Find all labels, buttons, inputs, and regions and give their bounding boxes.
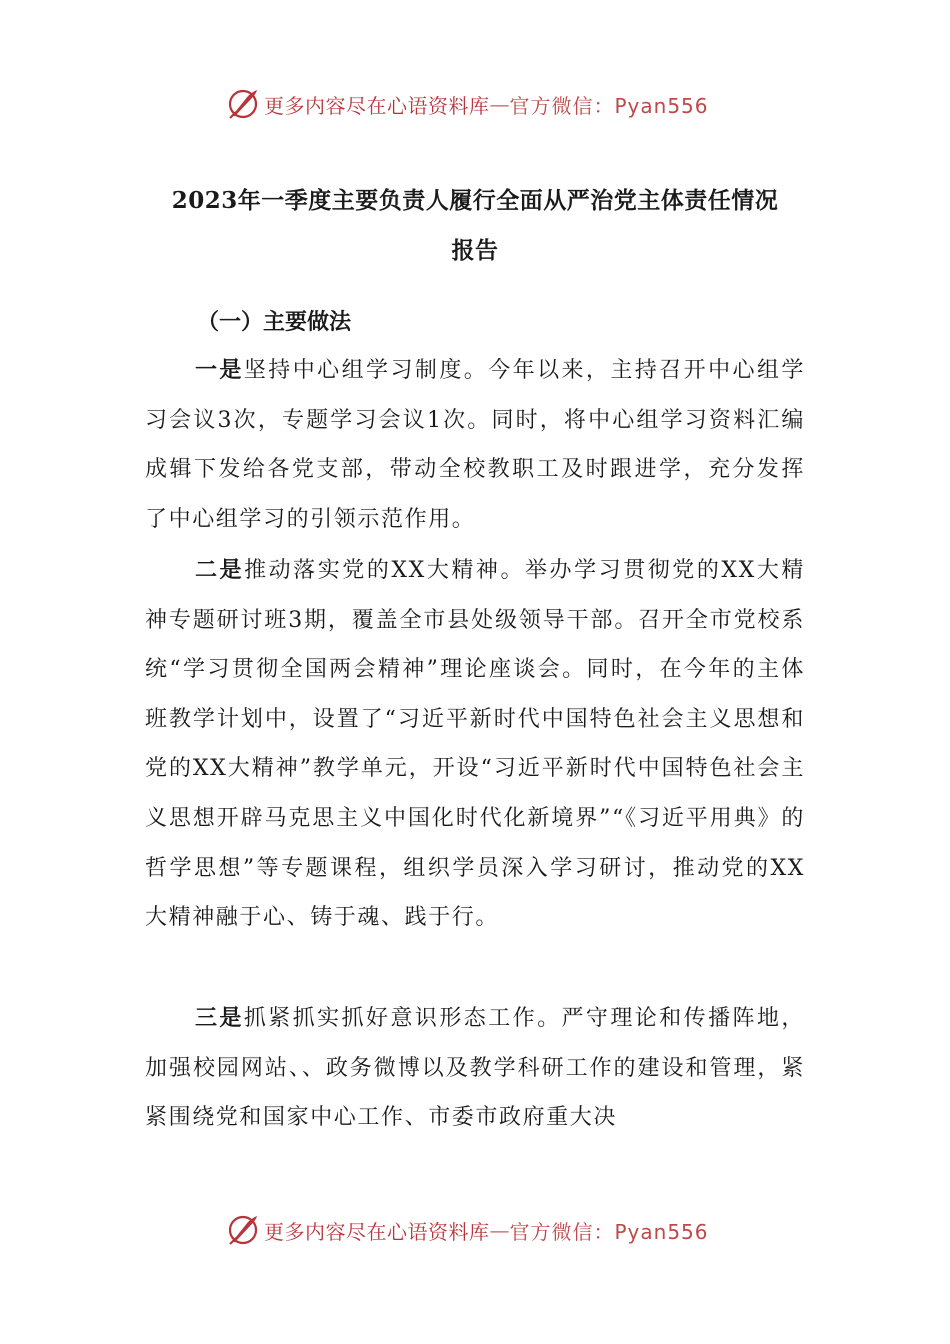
watermark-separator: — [489, 1218, 510, 1242]
watermark-text: 更多内容尽在心语资料库 [264, 93, 490, 118]
paragraph-1 [145, 346, 805, 544]
paragraph-text: 坚持中心组学习制度。今年以来，主持召开中心组学习会议3次，专题学习会议1次。同时，将中心组学习资料汇编成辑下发给各党支部，带动全校教职工及时跟进学，充分发挥了中心组学习的引领示范作用。 [145, 358, 805, 532]
paragraph-3 [145, 994, 805, 1143]
footer-watermark [226, 1212, 709, 1248]
title-line-1: 2023年一季度主要负责人履行全面从严治党主体责任情况 [171, 187, 779, 214]
watermark-contact: 官方微信：Pyan556 [509, 1219, 709, 1244]
header-watermark [226, 86, 709, 122]
paragraph-lead: 三是 [195, 1005, 244, 1031]
section-heading: （一）主要做法 [197, 309, 352, 335]
paragraph-2 [145, 546, 805, 943]
paragraph-text: 推动落实党的XX大精神。举办学习贯彻党的XX大精神专题研讨班3期，覆盖全市县处级领导干部。召开全市党校系统“学习贯彻全国两会精神”理论座谈会。同时，在今年的主体班教学计划中，设置了“习近平新时代中国特色社会主义思想和党的XX大精神”教学单元，开设“习近平新时代中国特色社会主义思想开辟马克思主义中国化时代化新境界”“《习近平用典》的哲学思想”等专题课程，组织学员深入学习研讨，推动党的XX大精神融于心、铸于魂、践于行。 [145, 558, 805, 931]
paragraph-lead: 一是 [195, 357, 244, 383]
watermark-contact: 官方微信：Pyan556 [509, 93, 709, 118]
watermark-text: 更多内容尽在心语资料库 [264, 1219, 490, 1244]
document-title [145, 176, 805, 276]
quill-in-circle-icon [226, 87, 260, 121]
watermark-separator: — [489, 92, 510, 116]
paragraph-text: 抓紧抓实抓好意识形态工作。严守理论和传播阵地，加强校园网站、、政务微博以及教学科研工作的建设和管理，紧紧围绕党和国家中心工作、市委市政府重大决 [145, 1006, 805, 1131]
quill-in-circle-icon [226, 1213, 260, 1247]
paragraph-lead: 二是 [195, 557, 245, 583]
title-line-2: 报告 [451, 237, 499, 264]
